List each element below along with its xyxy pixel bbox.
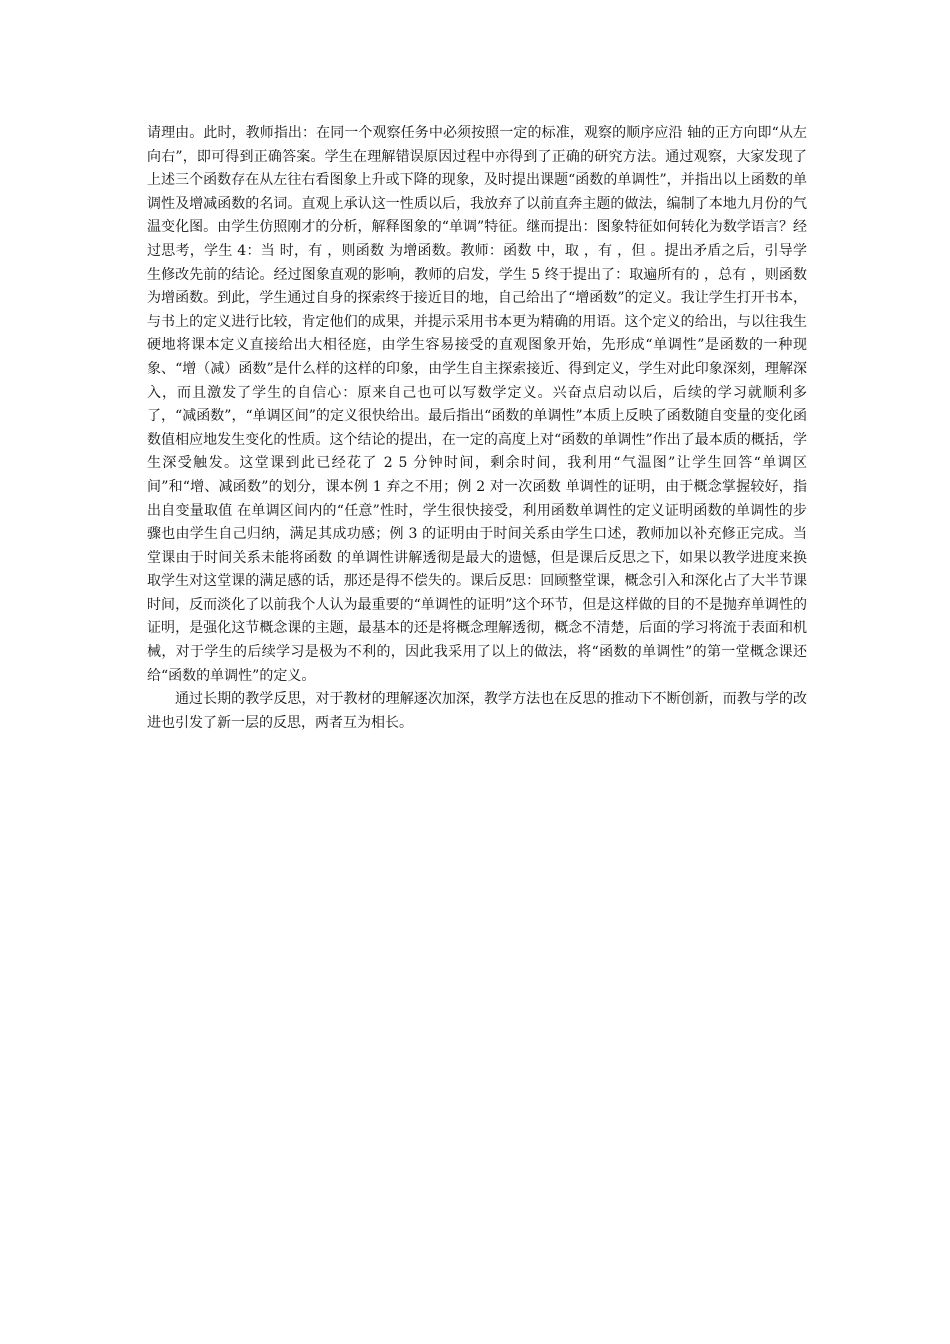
body-paragraph-1: 请理由。此时，教师指出：在同一个观察任务中必须按照一定的标准，观察的顺序应沿 轴的正方向即“从左向右”，即可得到正确答案。学生在理解错误原因过程中亦得到了正确的研究方法。通过观察，大家发现了上述三个函数存在从左往右看图象上升或下降的现象，及时提出课题“函数的单调性”，并指出以上函数的单调性及增减函数的名词。直观上承认这一性质以后，我放弃了以前直奔主题的做法，编制了本地九月份的气温变化图。由学生仿照刚才的分析，解释图象的“单调”特征。继而提出：图象特征如何转化为数学语言？经过思考，学生 4：当 时，有 ，则函数 为增函数。教师：函数 中，取 ，有 ，但 。提出矛盾之后，引导学生修改先前的结论。经过图象直观的影响，教师的启发，学生 5 终于提出了：取遍所有的 ，总有 ，则函数 为增函数。到此，学生通过自身的探索终于接近目的地，自己给出了“增函数”的定义。我让学生打开书本，与书上的定义进行比较，肯定他们的成果，并提示采用书本更为精确的用语。这个定义的给出，与以往我生硬地将课本定义直接给出大相径庭，由学生容易接受的直观图象开始，先形成“单调性”是函数的一种现象、“增（减）函数”是什么样的这样的印象，由学生自主探索接近、得到定义，学生对此印象深刻，理解深入，而且激发了学生的自信心：原来自己也可以写数学定义。兴奋点启动以后，后续的学习就顺利多了，“减函数”，“单调区间”的定义很快给出。最后指出“函数的单调性”本质上反映了函数随自变量的变化函数值相应地发生变化的性质。这个结论的提出，在一定的高度上对“函数的单调性”作出了最本质的概括，学生深受触发。这堂课到此已经花了 2 5 分钟时间，剩余时间，我利用“气温图”让学生回答“单调区间”和“增、减函数”的划分，课本例 1 弃之不用；例 2 对一次函数 单调性的证明，由于概念掌握较好，指出自变量取值 在单调区间内的“任意”性时，学生很快接受，利用函数单调性的定义证明函数的单调性的步骤也由学生自己归纳，满足其成功感；例 3 的证明由于时间关系由学生口述，教师加以补充修正完成。当堂课由于时间关系未能将函数 的单调性讲解透彻是最大的遗憾，但是课后反思之下，如果以教学进度来换取学生对这堂课的满足感的话，那还是得不偿失的。课后反思：回顾整堂课，概念引入和深化占了大半节课时间，反而淡化了以前我个人认为最重要的“单调性的证明”这个环节，但是这样做的目的不是抛弃单调性的证明，是强化这节概念课的主题，最基本的还是将概念理解透彻，概念不清楚，后面的学习将流于表面和机械，对于学生的后续学习是极为不利的，因此我采用了以上的做法，将“函数的单调性”的第一堂概念课还给“函数的单调性”的定义。 bbox=[147, 125, 807, 684]
document-body bbox=[147, 122, 807, 735]
body-paragraph-2: 通过长期的教学反思，对于教材的理解逐次加深，教学方法也在反思的推动下不断创新，而教与学的改进也引发了新一层的反思，两者互为相长。 bbox=[147, 691, 807, 731]
